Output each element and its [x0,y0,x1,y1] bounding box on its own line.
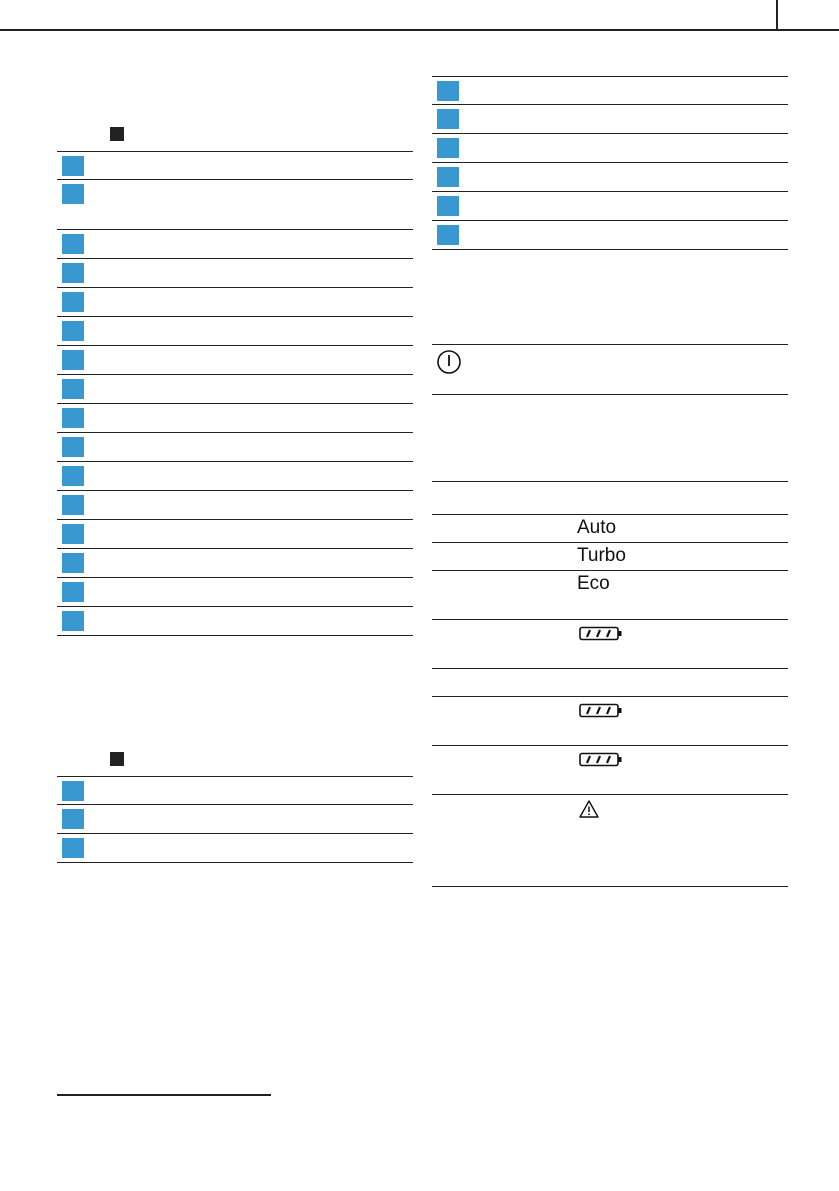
marker-icon [62,437,84,457]
marker-icon [62,553,84,573]
footnote-rule [57,1094,271,1096]
list-item [57,433,413,462]
battery-icon [579,703,623,719]
list-item [57,578,413,607]
mode-turbo-label: Turbo [577,545,626,566]
list-item [432,105,788,134]
power-icon [436,349,462,375]
component-list-3 [432,76,788,250]
list-item [432,134,788,163]
list-item [57,834,413,863]
square-icon [110,127,124,141]
component-list-1 [57,151,413,636]
list-item [432,76,788,105]
list-item [57,462,413,491]
marker-icon [437,109,459,129]
display-table [432,481,788,887]
marker-icon [62,184,84,204]
marker-icon [437,81,459,101]
marker-icon [437,196,459,216]
power-table [432,344,788,395]
list-item [57,549,413,578]
table-row [432,344,788,395]
list-item [57,404,413,433]
marker-icon [62,809,84,829]
list-item [57,520,413,549]
list-item [57,259,413,288]
marker-icon [62,379,84,399]
list-item [57,491,413,520]
list-item [57,230,413,259]
list-item [57,346,413,375]
warning-icon [578,799,600,819]
marker-icon [62,292,84,312]
list-item [57,288,413,317]
list-item [57,317,413,346]
table-row [432,620,788,669]
list-item [57,151,413,180]
top-rule [0,29,839,31]
marker-icon [62,350,84,370]
table-row [432,669,788,697]
marker-icon [62,781,84,801]
square-icon [110,752,124,766]
battery-icon [579,626,623,642]
list-item [57,607,413,636]
marker-icon [62,408,84,428]
marker-icon [62,611,84,631]
page-tick [776,0,778,30]
battery-icon [579,752,623,768]
marker-icon [62,466,84,486]
list-item [432,221,788,250]
marker-icon [62,582,84,602]
marker-icon [437,138,459,158]
list-item [57,180,413,230]
table-row [432,746,788,795]
marker-icon [62,156,84,176]
list-item [57,805,413,834]
mode-auto-label: Auto [577,517,617,538]
list-item [432,192,788,221]
list-item [57,375,413,404]
table-row [432,515,788,543]
marker-icon [62,234,84,254]
table-row [432,697,788,746]
table-row [432,571,788,620]
mode-eco-label: Eco [577,573,610,594]
component-list-2 [57,776,413,863]
table-header-row [432,481,788,515]
marker-icon [437,167,459,187]
list-item [57,776,413,805]
marker-icon [62,495,84,515]
marker-icon [62,838,84,858]
marker-icon [62,524,84,544]
list-item [432,163,788,192]
marker-icon [62,263,84,283]
marker-icon [62,321,84,341]
table-row [432,795,788,887]
table-row [432,543,788,571]
marker-icon [437,225,459,245]
